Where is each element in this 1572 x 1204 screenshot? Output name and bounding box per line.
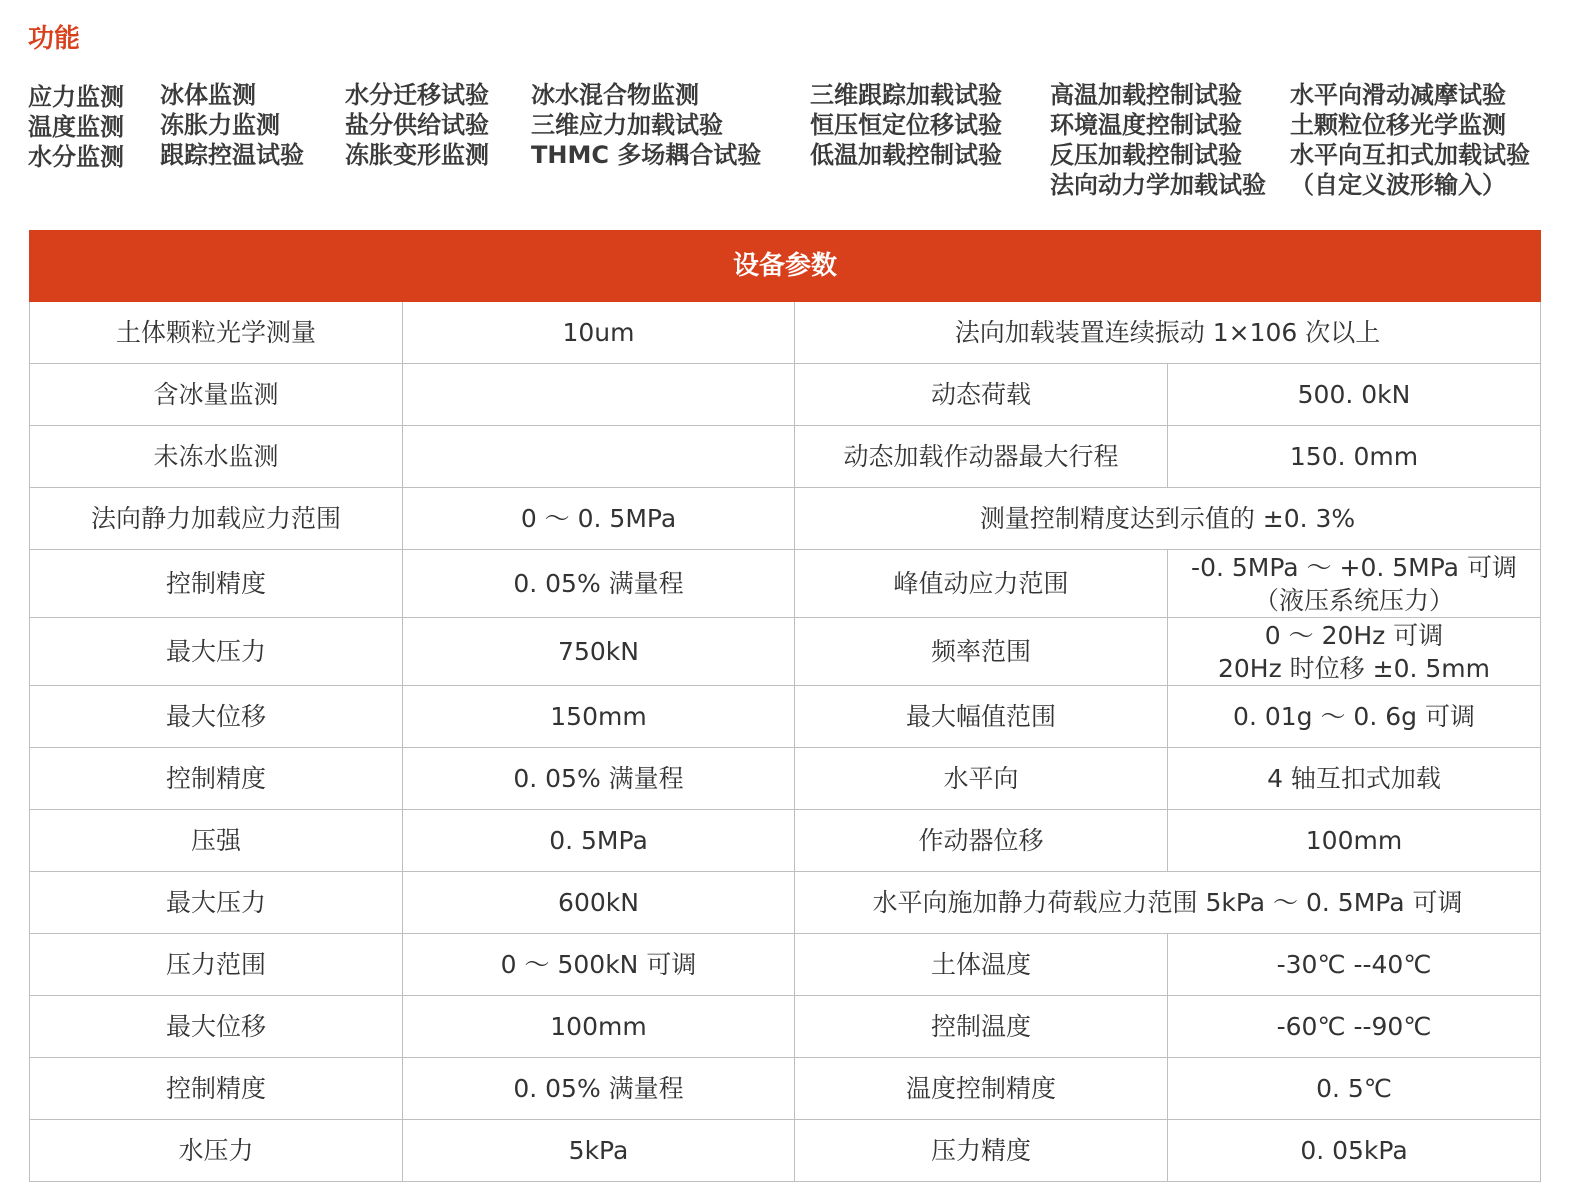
function-column-3 <box>345 80 489 170</box>
function-item: 土颗粒位移光学监测 <box>1290 111 1506 139</box>
param-value <box>1168 550 1541 618</box>
function-item: THMC 多场耦合试验 <box>531 141 762 169</box>
param-value: 0 ～ 500kN 可调 <box>403 934 795 996</box>
table-row <box>30 872 1541 934</box>
param-name: 压强 <box>30 810 403 872</box>
table-row <box>30 686 1541 748</box>
param-name: 含冰量监测 <box>30 364 403 426</box>
param-name: 温度控制精度 <box>795 1058 1168 1120</box>
function-item: 应力监测 <box>28 83 124 111</box>
function-column-1 <box>28 82 124 172</box>
table-header-row <box>30 231 1541 302</box>
param-value: 600kN <box>403 872 795 934</box>
param-name: 最大压力 <box>30 618 403 686</box>
function-column-4 <box>531 80 761 170</box>
param-value: 500. 0kN <box>1168 364 1541 426</box>
function-item: 低温加载控制试验 <box>810 141 1002 169</box>
function-item: 冰体监测 <box>160 81 256 109</box>
function-item: 冰水混合物监测 <box>531 81 699 109</box>
table-row <box>30 810 1541 872</box>
table-row <box>30 1058 1541 1120</box>
param-value: 0 ～ 0. 5MPa <box>403 488 795 550</box>
function-item: 温度监测 <box>28 113 124 141</box>
param-value: 150. 0mm <box>1168 426 1541 488</box>
table-row <box>30 426 1541 488</box>
function-item: 冻胀变形监测 <box>345 141 489 169</box>
param-value <box>403 426 795 488</box>
function-item: 冻胀力监测 <box>160 111 280 139</box>
param-value-line: 20Hz 时位移 ±0. 5mm <box>1218 653 1490 683</box>
function-column-6 <box>1050 80 1266 200</box>
function-item: 三维应力加载试验 <box>531 111 723 139</box>
param-name: 频率范围 <box>795 618 1168 686</box>
param-name: 最大幅值范围 <box>795 686 1168 748</box>
param-value: 0. 05% 满量程 <box>403 550 795 618</box>
param-name: 控制精度 <box>30 748 403 810</box>
param-value: 5kPa <box>403 1120 795 1182</box>
function-item: 恒压恒定位移试验 <box>810 111 1002 139</box>
functions-title: 功能 <box>28 24 81 54</box>
param-value: 100mm <box>1168 810 1541 872</box>
function-column-7 <box>1290 80 1530 200</box>
param-value: 150mm <box>403 686 795 748</box>
table-row <box>30 934 1541 996</box>
param-name: 水压力 <box>30 1120 403 1182</box>
param-name: 控制精度 <box>30 550 403 618</box>
function-item: 水平向互扣式加载试验 <box>1290 141 1530 169</box>
table-row <box>30 748 1541 810</box>
table-row <box>30 550 1541 618</box>
param-name: 水平向 <box>795 748 1168 810</box>
function-item: （自定义波形输入） <box>1290 171 1506 199</box>
function-item: 跟踪控温试验 <box>160 141 304 169</box>
param-merged: 水平向施加静力荷载应力范围 5kPa ～ 0. 5MPa 可调 <box>795 872 1541 934</box>
param-value: 0. 05% 满量程 <box>403 748 795 810</box>
param-merged: 测量控制精度达到示值的 ±0. 3% <box>795 488 1541 550</box>
function-item: 高温加载控制试验 <box>1050 81 1242 109</box>
param-name: 控制精度 <box>30 1058 403 1120</box>
function-item: 法向动力学加载试验 <box>1050 171 1266 199</box>
function-column-5 <box>810 80 1002 170</box>
function-item: 水分监测 <box>28 143 124 171</box>
param-name: 压力范围 <box>30 934 403 996</box>
param-name: 压力精度 <box>795 1120 1168 1182</box>
param-name: 动态加载作动器最大行程 <box>795 426 1168 488</box>
function-item: 盐分供给试验 <box>345 111 489 139</box>
param-name: 土体温度 <box>795 934 1168 996</box>
param-value-line: -0. 5MPa ～ +0. 5MPa 可调 <box>1191 552 1517 582</box>
param-merged: 法向加载装置连续振动 1×106 次以上 <box>795 302 1541 364</box>
function-item: 水平向滑动减摩试验 <box>1290 81 1506 109</box>
param-name: 控制温度 <box>795 996 1168 1058</box>
param-value-line: 0 ～ 20Hz 可调 <box>1264 620 1444 650</box>
param-value: 750kN <box>403 618 795 686</box>
param-name: 最大压力 <box>30 872 403 934</box>
param-value: 4 轴互扣式加载 <box>1168 748 1541 810</box>
table-row <box>30 1120 1541 1182</box>
param-name: 未冻水监测 <box>30 426 403 488</box>
param-name: 最大位移 <box>30 686 403 748</box>
equipment-parameters-table <box>29 230 1541 1182</box>
param-value <box>1168 618 1541 686</box>
function-item: 反压加载控制试验 <box>1050 141 1242 169</box>
param-value: 0. 01g ～ 0. 6g 可调 <box>1168 686 1541 748</box>
param-name: 动态荷载 <box>795 364 1168 426</box>
param-value: 0. 05kPa <box>1168 1120 1541 1182</box>
param-value: 0. 5℃ <box>1168 1058 1541 1120</box>
param-name: 最大位移 <box>30 996 403 1058</box>
param-value: 10um <box>403 302 795 364</box>
table-header: 设备参数 <box>30 231 1541 302</box>
param-value: 100mm <box>403 996 795 1058</box>
param-value: -30℃ --40℃ <box>1168 934 1541 996</box>
function-item: 三维跟踪加载试验 <box>810 81 1002 109</box>
table-row <box>30 302 1541 364</box>
param-name: 土体颗粒光学测量 <box>30 302 403 364</box>
table-row <box>30 364 1541 426</box>
function-item: 环境温度控制试验 <box>1050 111 1242 139</box>
param-name: 法向静力加载应力范围 <box>30 488 403 550</box>
function-item: 水分迁移试验 <box>345 81 489 109</box>
table-row <box>30 996 1541 1058</box>
param-value: 0. 5MPa <box>403 810 795 872</box>
param-value: 0. 05% 满量程 <box>403 1058 795 1120</box>
param-value: -60℃ --90℃ <box>1168 996 1541 1058</box>
param-value-line: （液压系统压力） <box>1254 585 1455 615</box>
param-name: 峰值动应力范围 <box>795 550 1168 618</box>
table-row <box>30 618 1541 686</box>
param-name: 作动器位移 <box>795 810 1168 872</box>
function-column-2 <box>160 80 304 170</box>
param-value <box>403 364 795 426</box>
table-row <box>30 488 1541 550</box>
